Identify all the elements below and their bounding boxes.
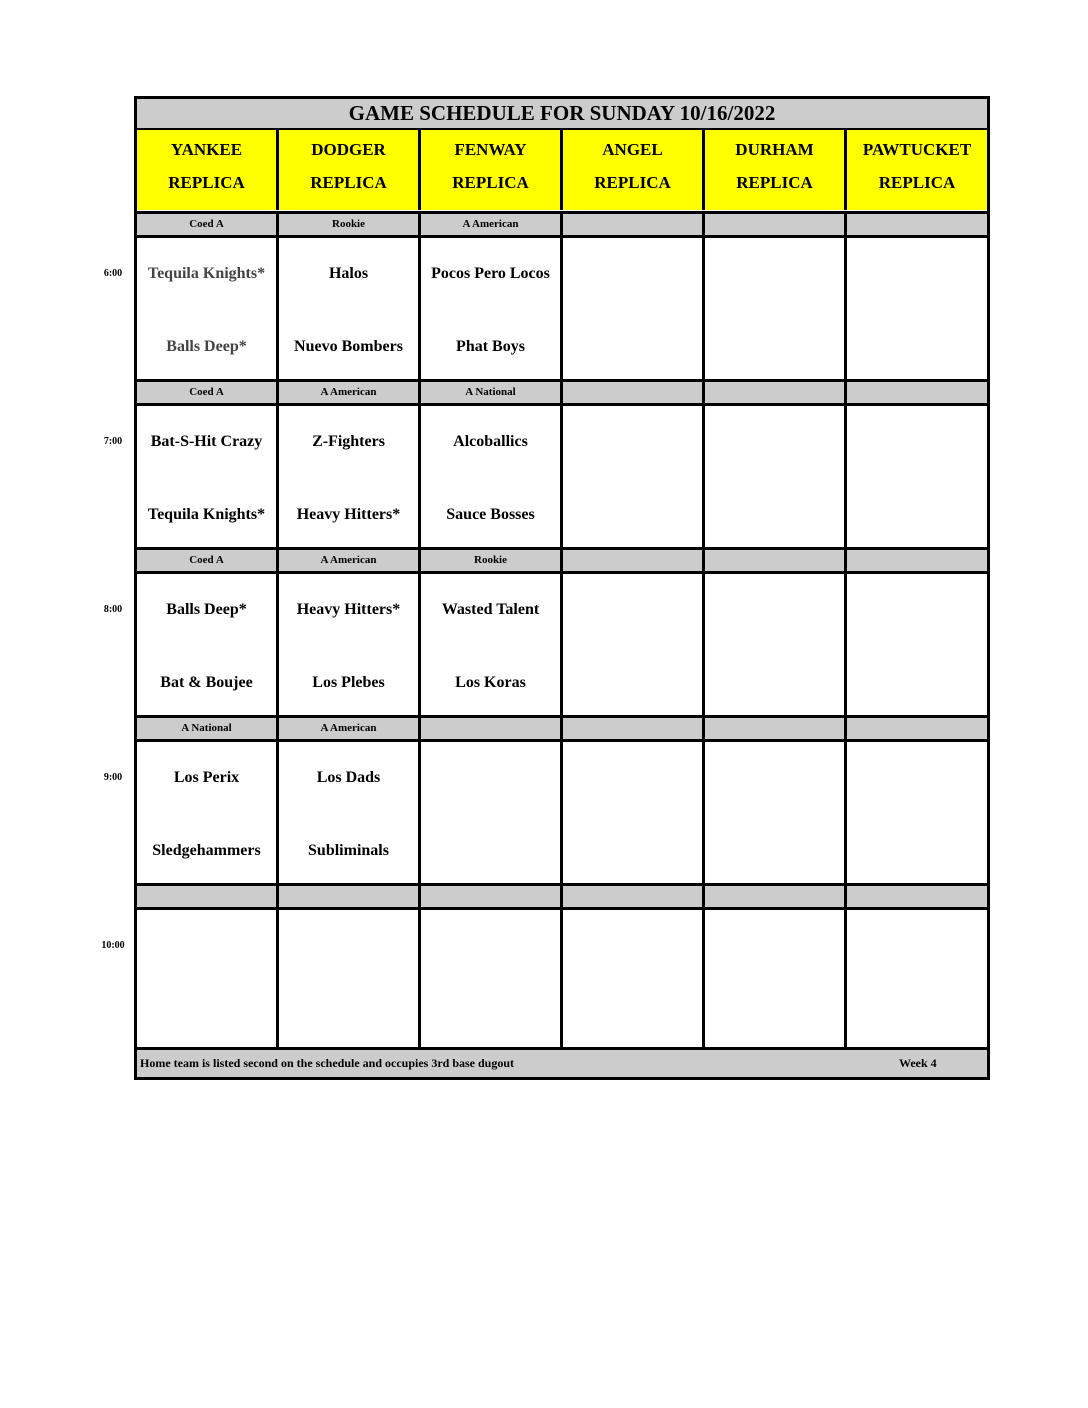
division-label: [421, 886, 563, 907]
division-label: Rookie: [279, 214, 421, 235]
away-team: Halos: [328, 265, 369, 282]
game-cell: [563, 910, 705, 1054]
away-team: Tequila Knights*: [147, 265, 266, 282]
division-label: A American: [279, 718, 421, 739]
division-label: [705, 550, 847, 571]
game-cell: [137, 406, 279, 550]
game-cell: [563, 742, 705, 886]
game-cell: [847, 406, 987, 550]
division-label: A American: [279, 382, 421, 403]
away-team: Pocos Pero Locos: [431, 265, 550, 282]
game-cell: [421, 406, 563, 550]
field-header-angel: [563, 130, 705, 210]
division-label: Coed A: [137, 382, 279, 403]
field-name: PAWTUCKET: [862, 140, 972, 159]
division-label: [563, 550, 705, 571]
division-row: [137, 715, 987, 742]
away-team: Wasted Talent: [441, 601, 540, 618]
away-team: Z-Fighters: [312, 433, 385, 450]
field-header-dodger: [279, 130, 421, 210]
division-label: [847, 550, 987, 571]
home-team: Tequila Knights*: [147, 506, 266, 523]
division-label: [705, 214, 847, 235]
footer-note: Home team is listed second on the schedule and occupies 3rd base dugout: [140, 1056, 515, 1070]
time-label: 9:00: [103, 772, 123, 783]
home-team: Sauce Bosses: [446, 506, 535, 523]
division-label: A National: [421, 382, 563, 403]
game-row: [137, 574, 987, 718]
game-row: [137, 406, 987, 550]
division-label: A American: [279, 550, 421, 571]
division-row: [137, 211, 987, 238]
field-header-durham: [705, 130, 847, 210]
game-cell: [279, 910, 421, 1054]
game-cell: [847, 742, 987, 886]
game-cell: [563, 406, 705, 550]
game-cell: [137, 742, 279, 886]
game-row: [137, 742, 987, 886]
game-cell: [421, 574, 563, 718]
game-cell: [421, 742, 563, 886]
home-team: Heavy Hitters*: [296, 506, 401, 523]
division-label: [563, 886, 705, 907]
division-label: [705, 886, 847, 907]
time-label: 8:00: [103, 604, 123, 615]
division-label: [847, 214, 987, 235]
game-cell: [279, 574, 421, 718]
game-cell: [847, 238, 987, 382]
home-team: Balls Deep*: [166, 338, 247, 355]
away-team: Heavy Hitters*: [296, 601, 401, 618]
away-team: Los Dads: [316, 769, 381, 786]
field-header-pawtucket: [847, 130, 987, 210]
division-label: A American: [421, 214, 563, 235]
field-name: ANGEL: [602, 140, 663, 159]
home-team: Los Plebes: [312, 674, 385, 691]
game-cell: [137, 910, 279, 1054]
game-cell: [563, 238, 705, 382]
field-subtitle: REPLICA: [736, 173, 813, 192]
division-label: [279, 886, 421, 907]
page-title: GAME SCHEDULE FOR SUNDAY 10/16/2022: [137, 99, 987, 130]
home-team: Phat Boys: [456, 338, 525, 355]
game-cell: [847, 574, 987, 718]
field-name: YANKEE: [170, 140, 243, 159]
game-cell: [705, 406, 847, 550]
division-label: [847, 382, 987, 403]
game-cell: [705, 742, 847, 886]
division-label: [847, 886, 987, 907]
footer-bar: [137, 1047, 987, 1077]
field-subtitle: REPLICA: [168, 173, 245, 192]
field-subtitle: REPLICA: [310, 173, 387, 192]
division-label: [563, 718, 705, 739]
game-cell: [137, 574, 279, 718]
division-row: [137, 379, 987, 406]
game-cell: [279, 406, 421, 550]
away-team: Los Perix: [173, 769, 240, 786]
division-label: [705, 718, 847, 739]
division-label: Coed A: [137, 550, 279, 571]
field-subtitle: REPLICA: [878, 173, 956, 192]
division-label: [563, 214, 705, 235]
week-label: Week 4: [899, 1056, 937, 1070]
game-cell: [137, 238, 279, 382]
division-label: [563, 382, 705, 403]
home-team: Subliminals: [308, 842, 389, 859]
game-cell: [421, 910, 563, 1054]
game-cell: [705, 238, 847, 382]
away-team: Alcoballics: [453, 433, 528, 450]
time-label: 7:00: [103, 436, 123, 447]
field-name: DODGER: [311, 140, 386, 159]
division-label: Coed A: [137, 214, 279, 235]
division-row: [137, 547, 987, 574]
schedule-table: [134, 96, 990, 1080]
field-name: DURHAM: [735, 140, 814, 159]
time-label: 10:00: [101, 940, 125, 951]
division-label: Rookie: [421, 550, 563, 571]
game-cell: [705, 910, 847, 1054]
game-cell: [705, 574, 847, 718]
home-team: Los Koras: [455, 674, 526, 691]
home-team: Bat & Boujee: [160, 674, 253, 691]
division-label: [137, 886, 279, 907]
game-cell: [279, 238, 421, 382]
division-label: A National: [137, 718, 279, 739]
time-label: 6:00: [103, 268, 123, 279]
division-label: [847, 718, 987, 739]
division-row: [137, 883, 987, 910]
field-header-yankee: [137, 130, 279, 210]
division-label: [421, 718, 563, 739]
field-subtitle: REPLICA: [452, 173, 529, 192]
away-team: Bat-S-Hit Crazy: [150, 433, 263, 450]
home-team: Nuevo Bombers: [294, 338, 403, 355]
game-cell: [279, 742, 421, 886]
field-name: FENWAY: [454, 140, 527, 159]
division-label: [705, 382, 847, 403]
game-row: [137, 238, 987, 382]
field-subtitle: REPLICA: [594, 173, 671, 192]
game-row: [137, 910, 987, 1054]
field-header-fenway: [421, 130, 563, 210]
game-cell: [563, 574, 705, 718]
game-cell: [847, 910, 987, 1054]
game-cell: [421, 238, 563, 382]
away-team: Balls Deep*: [166, 601, 247, 618]
home-team: Sledgehammers: [152, 842, 261, 859]
